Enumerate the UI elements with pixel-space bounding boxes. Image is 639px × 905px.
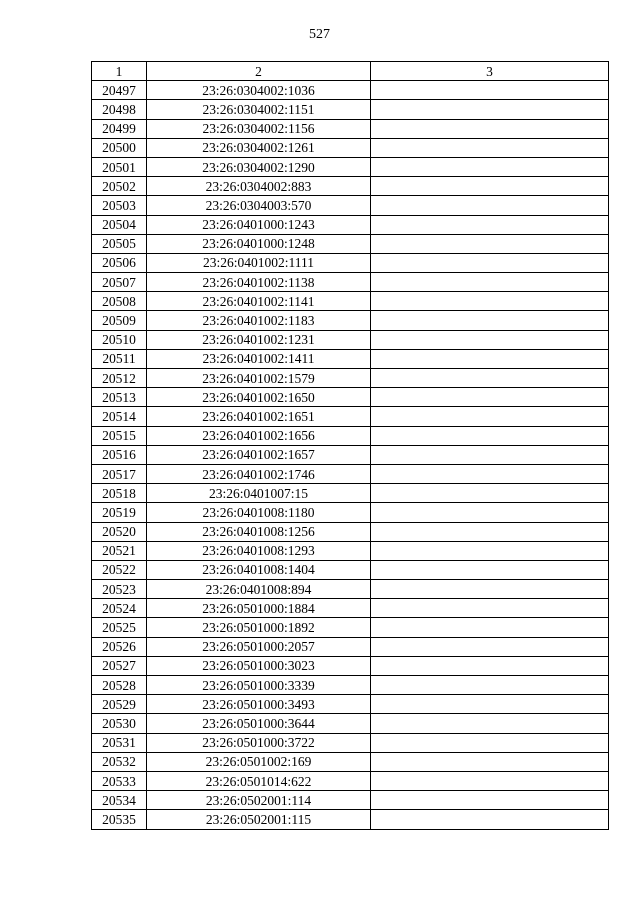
notes-cell — [371, 100, 609, 119]
row-number-cell: 20519 — [92, 503, 147, 522]
row-number-cell: 20535 — [92, 810, 147, 829]
row-number-cell: 20529 — [92, 695, 147, 714]
row-number-cell: 20515 — [92, 426, 147, 445]
notes-cell — [371, 349, 609, 368]
cadastral-number-cell: 23:26:0501002:169 — [147, 752, 371, 771]
notes-cell — [371, 560, 609, 579]
table-row — [92, 464, 609, 483]
row-number-cell: 20503 — [92, 196, 147, 215]
cadastral-number-cell: 23:26:0501000:3493 — [147, 695, 371, 714]
cadastral-number-cell: 23:26:0401007:15 — [147, 484, 371, 503]
table-row — [92, 292, 609, 311]
table-row — [92, 157, 609, 176]
notes-cell — [371, 177, 609, 196]
notes-cell — [371, 311, 609, 330]
notes-cell — [371, 407, 609, 426]
cadastral-number-cell: 23:26:0501000:3722 — [147, 733, 371, 752]
table-row — [92, 522, 609, 541]
row-number-cell: 20514 — [92, 407, 147, 426]
row-number-cell: 20508 — [92, 292, 147, 311]
table-row — [92, 791, 609, 810]
row-number-cell: 20525 — [92, 618, 147, 637]
notes-cell — [371, 618, 609, 637]
table-row — [92, 273, 609, 292]
row-number-cell: 20516 — [92, 445, 147, 464]
table-row — [92, 177, 609, 196]
table-row — [92, 215, 609, 234]
notes-cell — [371, 771, 609, 790]
cadastral-number-cell: 23:26:0502001:115 — [147, 810, 371, 829]
cadastral-number-cell: 23:26:0304002:1036 — [147, 81, 371, 100]
row-number-cell: 20518 — [92, 484, 147, 503]
cadastral-number-cell: 23:26:0501000:1892 — [147, 618, 371, 637]
notes-cell — [371, 791, 609, 810]
row-number-cell: 20499 — [92, 119, 147, 138]
notes-cell — [371, 522, 609, 541]
row-number-cell: 20532 — [92, 752, 147, 771]
cadastral-number-cell: 23:26:0502001:114 — [147, 791, 371, 810]
notes-cell — [371, 503, 609, 522]
cadastral-number-cell: 23:26:0401002:1111 — [147, 253, 371, 272]
cadastral-number-cell: 23:26:0401000:1248 — [147, 234, 371, 253]
row-number-cell: 20523 — [92, 580, 147, 599]
cadastral-number-cell: 23:26:0401008:1180 — [147, 503, 371, 522]
cadastral-number-cell: 23:26:0401008:1293 — [147, 541, 371, 560]
table-row — [92, 484, 609, 503]
table-row — [92, 560, 609, 579]
cadastral-number-cell: 23:26:0501000:3023 — [147, 656, 371, 675]
notes-cell — [371, 580, 609, 599]
notes-cell — [371, 484, 609, 503]
row-number-cell: 20510 — [92, 330, 147, 349]
table-row — [92, 618, 609, 637]
row-number-cell: 20533 — [92, 771, 147, 790]
table-row — [92, 733, 609, 752]
row-number-cell: 20497 — [92, 81, 147, 100]
notes-cell — [371, 138, 609, 157]
row-number-cell: 20530 — [92, 714, 147, 733]
notes-cell — [371, 445, 609, 464]
notes-cell — [371, 388, 609, 407]
row-number-cell: 20526 — [92, 637, 147, 656]
cadastral-number-cell: 23:26:0401008:1404 — [147, 560, 371, 579]
table-header-row — [92, 62, 609, 81]
table-row — [92, 369, 609, 388]
notes-cell — [371, 676, 609, 695]
notes-cell — [371, 196, 609, 215]
row-number-cell: 20511 — [92, 349, 147, 368]
cadastral-number-cell: 23:26:0501000:3339 — [147, 676, 371, 695]
notes-cell — [371, 253, 609, 272]
row-number-cell: 20524 — [92, 599, 147, 618]
table-row — [92, 541, 609, 560]
row-number-cell: 20502 — [92, 177, 147, 196]
notes-cell — [371, 810, 609, 829]
notes-cell — [371, 369, 609, 388]
table-row — [92, 714, 609, 733]
table-row — [92, 810, 609, 829]
row-number-cell: 20520 — [92, 522, 147, 541]
row-number-cell: 20531 — [92, 733, 147, 752]
cadastral-number-cell: 23:26:0401002:1650 — [147, 388, 371, 407]
cadastral-number-cell: 23:26:0304002:1156 — [147, 119, 371, 138]
table-row — [92, 637, 609, 656]
column-header-1: 1 — [92, 62, 147, 81]
cadastral-number-cell: 23:26:0401002:1651 — [147, 407, 371, 426]
row-number-cell: 20500 — [92, 138, 147, 157]
table-row — [92, 426, 609, 445]
table-row — [92, 100, 609, 119]
cadastral-number-cell: 23:26:0501000:3644 — [147, 714, 371, 733]
table-row — [92, 253, 609, 272]
row-number-cell: 20534 — [92, 791, 147, 810]
notes-cell — [371, 292, 609, 311]
table-row — [92, 445, 609, 464]
row-number-cell: 20517 — [92, 464, 147, 483]
notes-cell — [371, 637, 609, 656]
cadastral-number-cell: 23:26:0501014:622 — [147, 771, 371, 790]
page-number: 527 — [309, 27, 330, 42]
notes-cell — [371, 157, 609, 176]
row-number-cell: 20513 — [92, 388, 147, 407]
cadastral-number-cell: 23:26:0501000:2057 — [147, 637, 371, 656]
cadastral-number-cell: 23:26:0304002:1261 — [147, 138, 371, 157]
table-row — [92, 771, 609, 790]
cadastral-number-cell: 23:26:0401002:1579 — [147, 369, 371, 388]
table-row — [92, 119, 609, 138]
row-number-cell: 20504 — [92, 215, 147, 234]
notes-cell — [371, 234, 609, 253]
row-number-cell: 20506 — [92, 253, 147, 272]
cadastral-table — [91, 61, 609, 830]
cadastral-number-cell: 23:26:0304002:1290 — [147, 157, 371, 176]
notes-cell — [371, 599, 609, 618]
cadastral-number-cell: 23:26:0401002:1656 — [147, 426, 371, 445]
column-header-2: 2 — [147, 62, 371, 81]
notes-cell — [371, 330, 609, 349]
table-row — [92, 599, 609, 618]
notes-cell — [371, 541, 609, 560]
row-number-cell: 20498 — [92, 100, 147, 119]
table-row — [92, 695, 609, 714]
table-row — [92, 234, 609, 253]
row-number-cell: 20528 — [92, 676, 147, 695]
notes-cell — [371, 426, 609, 445]
cadastral-number-cell: 23:26:0401002:1138 — [147, 273, 371, 292]
cadastral-number-cell: 23:26:0304002:1151 — [147, 100, 371, 119]
notes-cell — [371, 119, 609, 138]
notes-cell — [371, 464, 609, 483]
cadastral-number-cell: 23:26:0401002:1411 — [147, 349, 371, 368]
row-number-cell: 20522 — [92, 560, 147, 579]
row-number-cell: 20512 — [92, 369, 147, 388]
table-body — [92, 81, 609, 829]
row-number-cell: 20509 — [92, 311, 147, 330]
table-row — [92, 138, 609, 157]
cadastral-number-cell: 23:26:0401002:1141 — [147, 292, 371, 311]
table-row — [92, 330, 609, 349]
notes-cell — [371, 752, 609, 771]
notes-cell — [371, 273, 609, 292]
table-row — [92, 503, 609, 522]
row-number-cell: 20505 — [92, 234, 147, 253]
cadastral-number-cell: 23:26:0401002:1231 — [147, 330, 371, 349]
notes-cell — [371, 215, 609, 234]
table-row — [92, 580, 609, 599]
cadastral-number-cell: 23:26:0401008:894 — [147, 580, 371, 599]
cadastral-number-cell: 23:26:0501000:1884 — [147, 599, 371, 618]
notes-cell — [371, 714, 609, 733]
cadastral-number-cell: 23:26:0304002:883 — [147, 177, 371, 196]
notes-cell — [371, 656, 609, 675]
table-row — [92, 81, 609, 100]
cadastral-number-cell: 23:26:0401008:1256 — [147, 522, 371, 541]
notes-cell — [371, 695, 609, 714]
table-row — [92, 311, 609, 330]
notes-cell — [371, 733, 609, 752]
cadastral-number-cell: 23:26:0401002:1657 — [147, 445, 371, 464]
table-row — [92, 656, 609, 675]
row-number-cell: 20501 — [92, 157, 147, 176]
cadastral-number-cell: 23:26:0304003:570 — [147, 196, 371, 215]
table-row — [92, 388, 609, 407]
row-number-cell: 20507 — [92, 273, 147, 292]
table-row — [92, 676, 609, 695]
row-number-cell: 20527 — [92, 656, 147, 675]
cadastral-number-cell: 23:26:0401002:1746 — [147, 464, 371, 483]
cadastral-number-cell: 23:26:0401002:1183 — [147, 311, 371, 330]
table-row — [92, 349, 609, 368]
column-header-3: 3 — [371, 62, 609, 81]
table-row — [92, 407, 609, 426]
table-row — [92, 752, 609, 771]
row-number-cell: 20521 — [92, 541, 147, 560]
notes-cell — [371, 81, 609, 100]
cadastral-number-cell: 23:26:0401000:1243 — [147, 215, 371, 234]
table-row — [92, 196, 609, 215]
